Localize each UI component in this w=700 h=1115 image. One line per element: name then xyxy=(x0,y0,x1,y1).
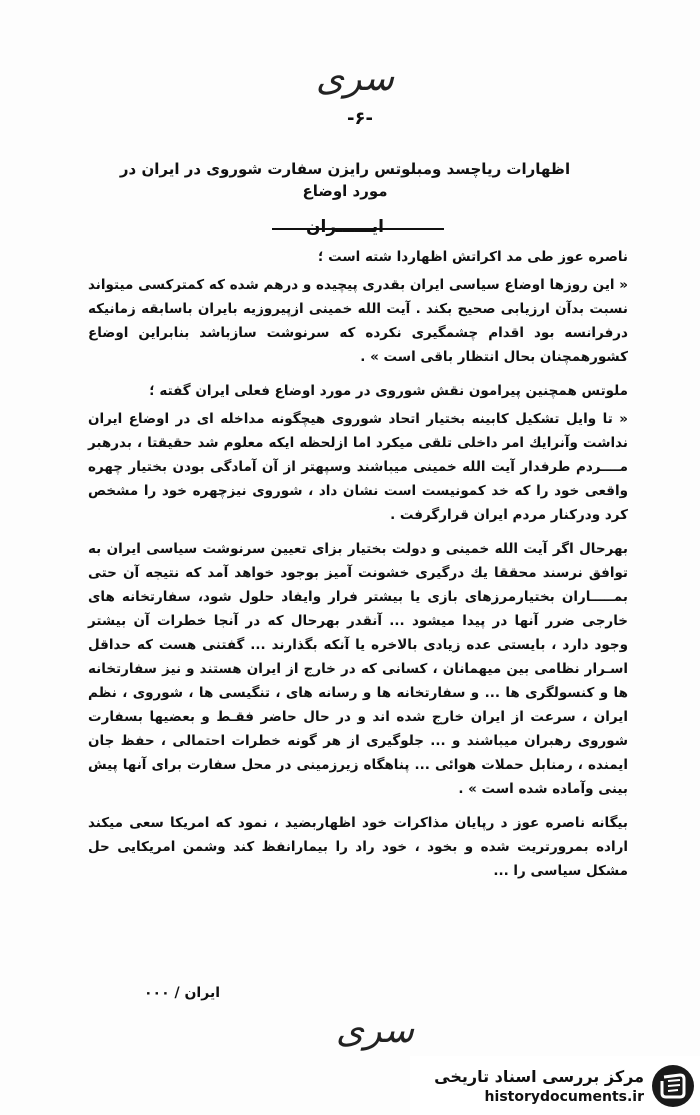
paragraph-text: « تا وايل تشكيل كابينه بختيار اتحاد شوروى هيچگونه مداخله اى در اوضاع ايران نداشت وآنرايك امر داخلى تلقى ميكرد اما ازلحظه ايكه معلوم شد حقيقتا ، بدرهبر مــــردم طرفدار آيت الله خمينى ميباشند وسپهتر از آن آمادگى بودن بختيار چهره واقعى خود را كه خد كمونيست است نشان داد ، شوروى نيزچهره خود را مشخص كرد ودركنار مردم ايران قرارگرفت . xyxy=(88,411,628,523)
watermark-url: historydocuments.ir xyxy=(484,1088,644,1105)
paragraph-text: بهرحال اگر آيت الله خمينى و دولت بختيار بزاى تعيين سرنوشت سياسى ايران به توافق نرسند محققا يك درگيرى خشونت آميز بوجود خواهد آمد كه نتيجه آن حتى بمـــــاران بختيارمرزهاى بازى يا بيشتر فرار وايفاد حلول شود، سفارتخانه هاى خارجى ضرر آنها در پيدا ميشود ... آنقدر بهرحال كه در آنجا خطرات آن بيشتر وجود دارد ، بايستى عده زيادى بالاخره يا آنكه بگذارند ... گفتنى هست كه حداقل اسـرار نظامى بين ميهمانان ، كسانى كه در خارج از ايران هستند و نيز سفارتخانه ها و كنسولگرى ها ... و سفارتخانه ها و رسانه هاى ، تنگيسى ها ، شوروى ، نظم ايران ، سرعت از ايران خارج شده اند و در حال حاضر فقـط و بعضيها بسفارت شوروى رهبران ميباشند و ... جلوگيرى از هر گونه خطرات احتمالى ، حفظ جان ايمنده ، رمنابل حملات هوائى ... پناهگاه زيرزمينى در محل سفارت براى آنها پيش بينى وآماده شده است » . xyxy=(88,541,628,797)
scroll-logo-icon xyxy=(650,1063,696,1109)
source-watermark xyxy=(410,1056,700,1115)
classification-stamp-bottom: سری xyxy=(335,1010,415,1051)
paragraph-lead: ناصره عوز طى مد اكراتش اظهاردا شته است ؛ xyxy=(317,249,628,265)
document-body xyxy=(88,245,628,893)
dateline: ايران / ۰۰۰ xyxy=(143,985,220,1001)
title-underline xyxy=(272,228,444,230)
paragraph-text: بيگانه ناصره عوز د رپايان مذاكرات خود اظهاربضيد ، نمود كه امريكا سعى ميكند اراده بمرورتريت شده و بخود ، خود راد را بيمارانفظ كند وشمن امريكايى حل مشكل سياسى را ... xyxy=(88,815,628,879)
paragraph-text: « اين روزها اوضاع سياسى ايران بقدرى پيچيده و درهم شده كه كمتركسى ميتواند نسبت بدآن ارزيابى صحيح بكند . آيت الله خمينى ازپيروزيه بايران باسابقه زمانيكه درفرانسه بود اقدام چشمگيرى نكرده كه سرنوشت سازباشد بنابراين اوضاع كشورهمچنان بحال انتظار باقى است » . xyxy=(88,277,628,365)
paragraph-lead: ملوتس همچنين پيرامون نقش شوروى در مورد اوضاع فعلى ايران گفته ؛ xyxy=(149,383,628,399)
watermark-org-name: مرکز بررسی اسناد تاریخی xyxy=(434,1066,644,1086)
page-number: -۶- xyxy=(347,108,373,129)
title-line-2: ايــــــران xyxy=(306,217,384,237)
title-line-1: اظهارات رياچسد ومبلوتس رايزن سفارت شوروی در ايران در مورد اوضاع xyxy=(119,160,571,200)
classification-stamp-top: سری xyxy=(315,58,395,99)
document-title xyxy=(110,158,580,238)
watermark-text xyxy=(434,1066,644,1106)
